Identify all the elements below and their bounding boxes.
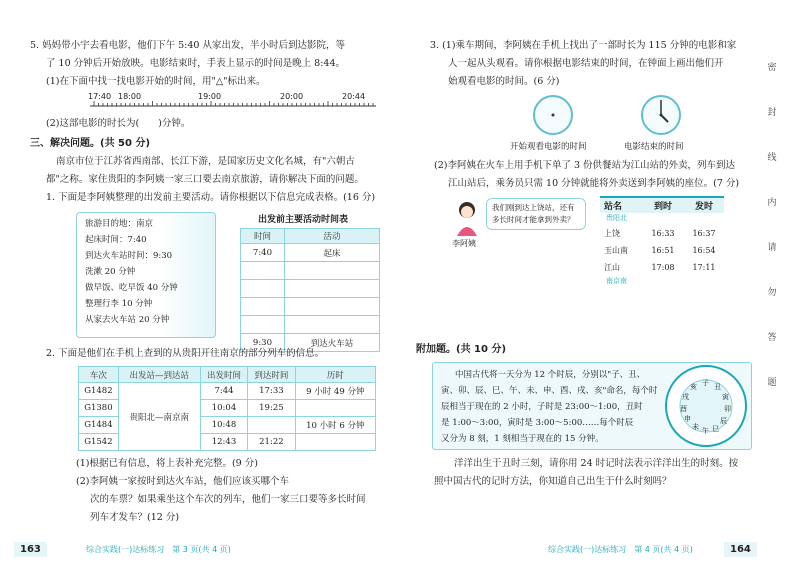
- q2-sub2-line2: 次的车票？如果乘坐这个车次的列车，他们一家三口要等多长时间: [90, 494, 366, 505]
- wheel-label: 戌: [682, 393, 689, 401]
- activity-cell[interactable]: [241, 262, 285, 280]
- wheel-label: 申: [684, 415, 691, 423]
- train-row: [79, 383, 376, 400]
- activity-row[interactable]: [241, 280, 380, 298]
- station-row: [600, 225, 724, 242]
- train-cell: 21:22: [248, 434, 295, 451]
- train-cell: 10 小时 6 分钟: [295, 417, 375, 434]
- footer-text-left: 综合实践(一)达标练习 第 3 页(共 4 页): [86, 545, 231, 554]
- extra-text-line: 中国古代将一天分为 12 个时辰，分别以"子、丑、: [455, 370, 646, 380]
- wheel-label: 巳: [712, 425, 719, 433]
- clock-end-icon: [640, 94, 682, 136]
- card-item: 从家去火车站 20 分钟: [85, 315, 170, 325]
- to-station: 南京南: [606, 277, 627, 285]
- wheel-label: 午: [702, 427, 709, 435]
- q3-line3: 始观看电影的时间。(6 分): [448, 76, 560, 87]
- wheel-label: 辰: [720, 417, 727, 425]
- station-cell: 16:51: [651, 246, 675, 255]
- person-icon: [452, 200, 482, 239]
- q5-line1: 5. 妈妈带小宇去看电影，他们下午 5:40 从家出发，半小时后到达影院，等: [30, 40, 345, 51]
- train-header: 出发站—到达站: [118, 367, 200, 383]
- clock-end-label: 电影结束的时间: [624, 142, 684, 152]
- train-cell: 7:44: [200, 383, 247, 400]
- card-item: 洗漱 20 分钟: [85, 267, 136, 277]
- girl-icon: [452, 200, 482, 236]
- binding-char: 密: [767, 63, 777, 73]
- person-name: 李阿姨: [452, 239, 476, 248]
- card-item: 到达火车站时间：9:30: [85, 251, 173, 261]
- page-number-left: 163: [14, 542, 47, 557]
- activity-cell[interactable]: [284, 316, 379, 334]
- binding-char: 题: [767, 378, 777, 388]
- timeline: [90, 92, 380, 114]
- station-cell: 玉山南: [604, 246, 628, 255]
- extra-title: 附加题。(共 10 分): [416, 344, 507, 355]
- timeline-label-5: 20:44: [342, 92, 366, 101]
- train-route: 贵阳北—南京南: [118, 383, 200, 451]
- train-cell: 10:04: [200, 400, 247, 417]
- wheel-label: 酉: [680, 405, 687, 413]
- card-item: 起床时间：7:40: [85, 235, 147, 245]
- activity-cell[interactable]: [284, 280, 379, 298]
- train-header: 车次: [79, 367, 119, 383]
- q3-sub2-line2: 江山站后，乘务员只需 10 分钟就能将外卖送到李阿姨的座位。(7 分): [448, 178, 740, 189]
- footer-text-right: 综合实践(一)达标练习 第 4 页(共 4 页): [548, 545, 693, 554]
- activity-cell: 7:40: [241, 244, 285, 262]
- train-cell: 12:43: [200, 434, 247, 451]
- activity-cell[interactable]: [284, 262, 379, 280]
- activity-cell: 起床: [284, 244, 379, 262]
- train-cell: G1484: [79, 417, 119, 434]
- wheel-label: 子: [702, 379, 709, 387]
- extra-q1: 洋洋出生于丑时三刻，请你用 24 时记时法表示洋洋出生的时刻。按: [454, 458, 739, 469]
- station-header: 站名: [604, 202, 623, 212]
- binding-char: 请: [767, 243, 777, 253]
- wheel-label: 未: [692, 423, 699, 431]
- extra-text-line: 寅、卯、辰、巳、午、未、申、酉、戌、亥"命名，每个时: [441, 386, 658, 396]
- train-header: 出发时间: [200, 367, 247, 383]
- activity-row[interactable]: [241, 316, 380, 334]
- station-cell: 16:54: [692, 246, 716, 255]
- train-cell: 9 小时 49 分钟: [295, 383, 375, 400]
- section3-title: 三、解决问题。(共 50 分): [30, 138, 151, 149]
- wheel-label: 丑: [714, 383, 721, 391]
- activity-row: [241, 244, 380, 262]
- q2-sub1: (1)根据已有信息，将上表补充完整。(9 分): [76, 458, 258, 469]
- timeline-label-2: 18:00: [118, 92, 142, 101]
- binding-char: 封: [767, 108, 777, 118]
- train-cell: 10:48: [200, 417, 247, 434]
- binding-strip: [764, 60, 780, 420]
- timeline-label-3: 19:00: [198, 92, 222, 101]
- q3-line2: 人一起从头观看。请你根据电影结束的时间，在钟面上画出他们开: [448, 58, 724, 69]
- page-number-right: 164: [724, 542, 757, 557]
- activity-cell: 到达火车站: [284, 334, 379, 352]
- extra-text-line: 是 1:00～3:00，寅时是 3:00～5:00……每个时辰: [441, 418, 634, 428]
- intro-line2: 都"之称。家住贵阳的李阿姨一家三口要去南京旅游，请你解决下面的问题。: [46, 174, 364, 185]
- activity-table-title: 出发前主要活动时间表: [258, 215, 349, 225]
- activity-cell[interactable]: [241, 280, 285, 298]
- q2-sub2-line1: (2)李阿姨一家按时到达火车站，他们应该买哪个车: [76, 476, 289, 487]
- activity-header-time: 时间: [241, 229, 285, 244]
- station-header: 发时: [694, 202, 713, 212]
- q5-line2: 了 10 分钟后开始放映。电影结束时，手表上显示的时间是晚上 8:44。: [46, 58, 345, 69]
- from-station: 贵阳北: [606, 214, 627, 222]
- timeline-label-1: 17:40: [88, 92, 112, 101]
- q2-text: 2. 下面是他们在手机上查到的从贵阳开往南京的部分列车的信息。: [46, 348, 325, 359]
- q1-text: 1. 下面是李阿姨整理的出发前主要活动。请你根据以下信息完成表格。(16 分): [46, 192, 376, 203]
- extra-text-line: 辰相当于现在的 2 小时，子时是 23:00～1:00，丑时: [441, 402, 643, 412]
- timeline-label-4: 20:00: [280, 92, 304, 101]
- extra-text-line: 又分为 8 刻，1 刻相当于现在的 15 分钟。: [441, 434, 604, 444]
- train-cell: 19:25: [248, 400, 295, 417]
- activity-cell[interactable]: [241, 316, 285, 334]
- q5-sub2: (2)这部电影的时长为( )分钟。: [46, 118, 191, 129]
- intro-line1: 南京市位于江苏省西南部、长江下游，是国家历史文化名城，有"六朝古: [56, 156, 355, 167]
- activity-row[interactable]: [241, 262, 380, 280]
- shichen-wheel: [664, 364, 748, 448]
- train-header: 到达时间: [248, 367, 295, 383]
- station-row: [600, 259, 724, 276]
- station-cell: 17:11: [692, 263, 716, 272]
- wheel-label: 亥: [690, 383, 697, 391]
- train-cell: 17:33: [248, 383, 295, 400]
- card-item: 旅游目的地：南京: [85, 219, 154, 229]
- q2-sub2-line3: 列车才发车？(12 分): [90, 512, 180, 523]
- train-cell: G1482: [79, 383, 119, 400]
- activity-header-activity: 活动: [284, 229, 379, 244]
- activity-cell[interactable]: [284, 298, 379, 316]
- card-item: 整理行李 10 分钟: [85, 299, 153, 309]
- train-cell[interactable]: [248, 417, 295, 434]
- train-header: 历时: [295, 367, 375, 383]
- station-cell: 17:08: [651, 263, 675, 272]
- info-card: [76, 212, 216, 338]
- activity-row[interactable]: [241, 298, 380, 316]
- q3-sub2-line1: (2)李阿姨在火车上用手机下单了 3 份供餐站为江山站的外卖，列车到达: [434, 160, 736, 171]
- train-table: [78, 366, 376, 451]
- q3-line1: 3. (1)乘车期间，李阿姨在手机上找出了一部时长为 115 分钟的电影和家: [430, 40, 737, 51]
- clock-end: [640, 94, 682, 139]
- wheel-label: 寅: [722, 393, 729, 401]
- train-cell: G1380: [79, 400, 119, 417]
- train-cell: G1542: [79, 434, 119, 451]
- q5-sub1: (1)在下面中找一找电影开始的时间，用"△"标出来。: [46, 76, 266, 87]
- binding-char: 答: [767, 333, 777, 343]
- station-panel: [600, 196, 724, 288]
- extra-q2: 照中国古代的记时方法，你知道自己出生于什么时刻吗？: [434, 476, 672, 487]
- card-item: 做早饭、吃早饭 40 分钟: [85, 283, 178, 293]
- station-row: [600, 242, 724, 259]
- binding-char: 线: [767, 153, 777, 163]
- activity-table: [240, 228, 380, 352]
- clock-start-label: 开始观看电影的时间: [510, 142, 587, 152]
- clock-start-icon[interactable]: [532, 94, 574, 136]
- clock-start[interactable]: [532, 94, 574, 139]
- station-cell: 16:33: [651, 229, 675, 238]
- binding-char: 内: [767, 198, 777, 208]
- train-cell[interactable]: [295, 434, 375, 451]
- train-cell[interactable]: [295, 400, 375, 417]
- activity-cell: 9:30: [241, 334, 285, 352]
- activity-cell[interactable]: [241, 298, 285, 316]
- station-cell: 上饶: [604, 229, 620, 238]
- station-header: 到时: [653, 202, 672, 212]
- wheel-label: 卯: [724, 405, 731, 413]
- station-cell: 江山: [604, 263, 620, 272]
- station-cell: 16:37: [692, 229, 716, 238]
- binding-char: 勿: [767, 288, 777, 298]
- speech-bubble: 我们刚到达上饶站，还有多长时间才能拿到外卖？: [486, 198, 586, 230]
